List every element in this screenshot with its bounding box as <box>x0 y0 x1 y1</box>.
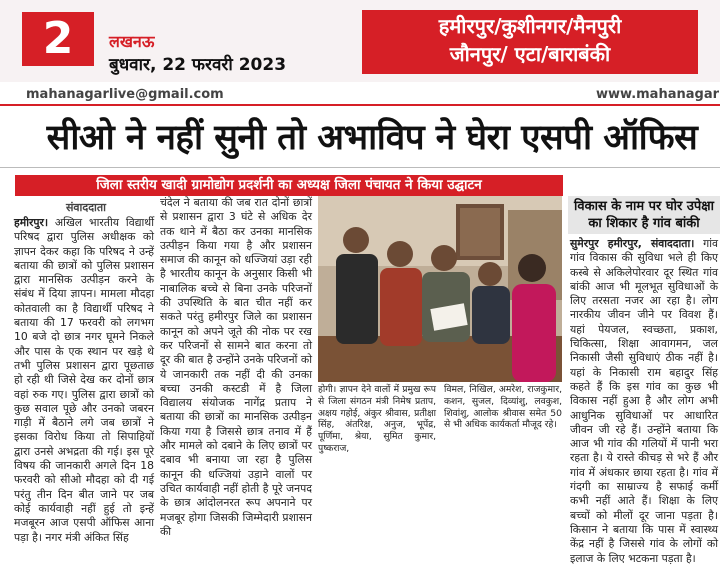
byline: संवाददाता <box>65 201 107 214</box>
side-headline: विकास के नाम पर घोर उपेक्षा का शिकार है गांव बांकी <box>574 199 714 231</box>
contact-email[interactable]: mahanagarlive@gmail.com <box>26 87 224 102</box>
region-line-2: जौनपुर/ एटा/बाराबंकी <box>449 42 611 66</box>
side-dateline: सुमेरपुर हमीरपुर, संवाददाता। <box>570 237 695 250</box>
story-column-2: चंदेल ने बताया की जब रात दोनों छात्रों से प्रशासन द्वारा 3 घंटे से अधिक देर तक थाने में बैठा कर उनका मानसिक उत्पीड़न किया गया है और प्रशासन समाज की कानून को धज्जियां उड़ा रही है भारतीय कानून के अनुसार किसी भी नाबालिक बच्चे से बिना उनके परिजनों की उपस्थिति के बात चीत नहीं कर सकते परंतु हमीरपुर जिले का प्रशासन कानून को अपने जूते की नोक पर रख कर परिजनों से सामने बात करना तो दूर की बात है उन्होंने उनके परिजनों को ये जानकारी तक नहीं दी की उनका बच्चा उनकी कस्टडी में है जिला विद्यालय संयोजक नागेंद्र प्रताप ने बताया की छात्रों का मानसिक उत्पीड़न किया गया है जिससे छात्र तनाव में हैं और मामले को दबाने के लिए छात्रों पर दबाव भी बनाया जा रहा है पुलिस कानून की धज्जियां उड़ाने वालों पर उचित कार्यवाही नहीं होती है पूरे जनपद के छात्र आंदोलनरत रूप अपनाने पर मजबूर होगा जिसकी जिम्मेदारी प्रशासन की <box>160 196 312 538</box>
side-story-text: गांव गांव विकास की सुविधा भले ही किए कस्बे से अकिलेपोरवार दूर स्थित गांव बांकी आज भी मूलभूत सुविधाओं के लिए तरसता नजर आ रहा है। लोग नारकीय जीवन जीने पर विवश हैं। यहां पेयजल, स्वच्छता, प्रकाश, चिकित्सा, शिक्षा आवागमन, जल निकासी जैसी सुविधाएं ठीक नहीं है। यहां के निकासी राम बहादुर सिंह कहते हैं कि इस गांव का कुछ भी विकास नहीं हुआ है और लोग अभी आधुनिक सुविधाओं पर आधारित जीवन जी रहे हैं। उन्होंने बताया कि आज भी गांव की गलियों में पानी भरा रहता है। ये रास्ते कीचड़ से भरे हैं और गांव में अंधकार छाया रहता है। गांव में गंदगी का साम्राज्य है सफाई कर्मी कभी नहीं आते हैं। शिक्षा के लिए बच्चों को मीलों दूर जाना पड़ता है। किसान ने बताया कि पास में स्वास्थ्य केंद्र नहीं है जिससे गांव के लोगों को इलाज के लिए भटकना पड़ता है। <box>570 237 718 565</box>
photo-caption <box>318 384 562 454</box>
headline-divider <box>0 167 720 168</box>
region-banner <box>362 10 698 74</box>
header-divider <box>0 104 720 106</box>
website-link[interactable]: www.mahanagar <box>596 87 719 102</box>
caption-column-right: विमल, निखिल, अमरेश, राजकुमार, कशन, सुजल, दिव्यांशु, लवकुश, शिवांशु, आलोक श्रीवास समेत 50 से भी अधिक कार्यकर्ता मौजूद रहे। <box>444 384 562 431</box>
story-column-1-text: अखिल भारतीय विद्यार्थी परिषद द्वारा पुलिस अधीक्षक को ज्ञापन देकर कहा कि परिषद ने उन्हें बताया की छात्रों को पुलिस प्रशासन द्वारा मानसिक उत्पीड़न करने के संबंध में दिया ज्ञापन। मामला मौदहा कोतवाली का है विद्यार्थी परिषद ने बताया की 17 फरवरी को लगभग 10 बजे दो छात्र नगर घूमने निकले और पास के एक स्थान पर खड़े थे तभी पुलिस प्रशासन द्वारा पूछताछ हो रही थी जिसे देख कर दोनों छात्र वहां रुक गए। पुलिस द्वारा छात्रों को कुछ सवाल पूछे और उनको जबरन गाड़ी में बैठाने लगे जब छात्रों ने इसका विरोध किया तो सिपाहियों द्वारा उनसे अभद्रता की गई। इस पूरे विषय की जानकारी अगले दिन 18 फरवरी को सीओ मौदहा को दी गई परंतु तीन दिन बीत जाने पर जब कोई कार्यवाही नहीं हुई तो इन्हें मजबूरन आज एसपी ऑफिस आना पड़ा है। नगर मंत्री अंकित सिंह <box>14 216 154 544</box>
dateline: हमीरपुर। <box>14 216 49 229</box>
region-line-1: हमीरपुर/कुशीनगर/मैनपुरी <box>438 14 622 38</box>
side-story <box>568 196 720 565</box>
page-number: 2 <box>22 12 94 66</box>
edition-date: बुधवार, 22 फरवरी 2023 <box>109 55 287 75</box>
side-story-body <box>570 237 718 565</box>
edition-city: लखनऊ <box>109 32 155 51</box>
caption-column-left: होगी। ज्ञापन देने वालों में प्रमुख रूप से जिला संगठन मंत्री निमेष प्रताप, अक्षय गहोई, अंकुर श्रीवास, प्रतीक्षा सिंह, अंतरिक्ष, अनुज, भूपेंद्र, पूर्णिमा, श्रेया, सुमित कुमार, पुष्कराज, <box>318 384 436 454</box>
secondary-headline: जिला स्तरीय खादी ग्रामोद्योग प्रदर्शनी का अध्यक्ष जिला पंचायत ने किया उद्घाटन <box>15 175 563 196</box>
story-column-1 <box>14 216 154 544</box>
main-headline: सीओ ने नहीं सुनी तो अभाविप ने घेरा एसपी ऑफिस <box>46 118 698 158</box>
news-photo <box>318 196 562 382</box>
group-photo-icon <box>318 196 562 382</box>
